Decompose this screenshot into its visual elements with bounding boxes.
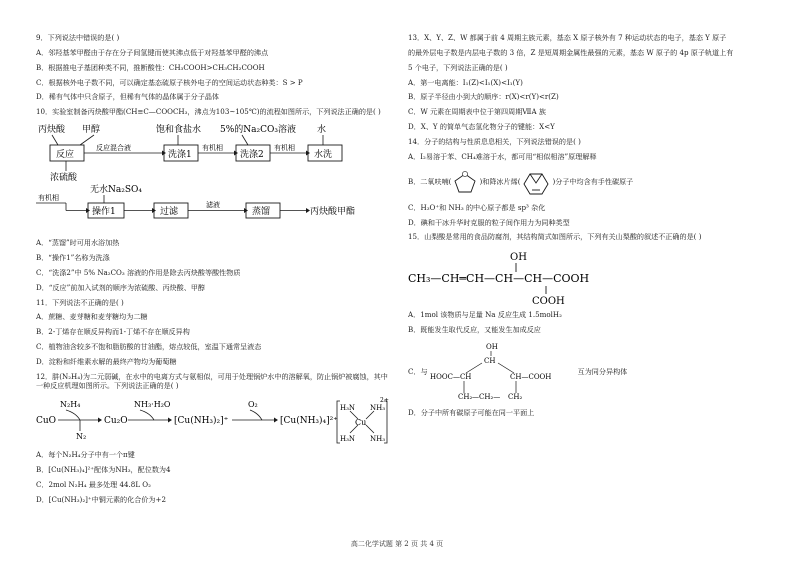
step-wash1: 洗涤1 xyxy=(168,150,192,161)
question-11-stem: 11．下列说法不正确的是( ) xyxy=(36,298,124,307)
question-9-stem: 9．下列说法中错误的是( ) xyxy=(36,34,120,42)
question-13 xyxy=(408,34,764,132)
question-14-option-b xyxy=(408,168,764,198)
question-13-stem-line1: 13．X、Y、Z、W 都属于前 4 周期主族元素，基态 X 原子核外有 7 种运动状态的电子，基态 Y 原子 xyxy=(408,34,727,42)
row2-organic-phase: 有机相 xyxy=(38,194,59,203)
question-13-option-c: C．W 元素在周期表中位于第四周期ⅦA 族 xyxy=(408,108,546,117)
scheme-cu2o: Cu₂O xyxy=(104,415,128,426)
question-9-option-a: A．邻羟基苯甲醛由于存在分子间氢键而使其沸点低于对羟基苯甲醛的沸点 xyxy=(36,48,269,57)
scheme-o2: O₂ xyxy=(248,399,258,409)
option-c-prefix: C．与 xyxy=(408,367,428,377)
ring-bottom-right: CH₂ xyxy=(507,392,522,401)
scheme-cu-nh3-2: [Cu(NH₃)₂]⁺ xyxy=(174,415,229,426)
complex-center-cu: Cu xyxy=(355,417,367,427)
product-methyl-propiolate: 丙炔酸甲酯 xyxy=(310,207,356,218)
complex-ligand-tr: NH₃ xyxy=(370,403,386,412)
structure-cooh-branch: COOH xyxy=(532,296,565,308)
step-operation1: 操作1 xyxy=(92,207,116,218)
question-14-option-c: C．H₃O⁺和 NH₃ 的中心原子都是 sp³ 杂化 xyxy=(408,203,546,212)
question-13-stem-line2: 的最外层电子数是内层电子数的 3 倍，Z 是短周期金属性最强的元素，基态 W 原子的 4p 原子轨道上有 xyxy=(408,48,734,57)
question-12-option-b: B．[Cu(NH₃)₄]²⁺配体为NH₃，配位数为4 xyxy=(36,466,171,475)
norbornene-structure xyxy=(520,168,552,198)
structure-oh: OH xyxy=(510,252,527,264)
question-14-option-d: D．碘和干冰升华时克服的粒子间作用力为同种类型 xyxy=(408,218,570,227)
isomer-ring-structure xyxy=(428,341,578,405)
reagent-na2co3: 5%的Na₂CO₃溶液 xyxy=(220,125,296,136)
question-10-stem: 10．实验室制备丙炔酸甲酯(CH≡C—COOCH₃，沸点为103~105℃)的流程如图所示，下列说法正确的是( ) xyxy=(36,108,381,117)
question-11-option-d: D．淀粉和纤维素水解的最终产物均为葡萄糖 xyxy=(36,358,177,367)
question-12 xyxy=(36,373,392,505)
step-reaction: 反应 xyxy=(56,150,75,161)
question-11-option-a: A．蔗糖、麦芽糖和麦芽糖均为二糖 xyxy=(36,313,148,322)
question-10-option-c: C．“洗涤2”中 5% Na₂CO₃ 溶液的作用是除去丙炔酸等酸性物质 xyxy=(36,268,241,277)
option-c-suffix: 互为同分异构体 xyxy=(577,367,628,377)
dioxolane-ring-structure xyxy=(451,170,479,196)
question-10 xyxy=(36,108,392,292)
question-15-stem: 15．山梨酸是常用的食品防腐剂，其结构简式如图所示，下列有关山梨酸的叙述不正确的是( ) xyxy=(408,233,702,242)
question-9 xyxy=(36,34,392,102)
question-10-option-b: B．“操作1”名称为洗涤 xyxy=(36,254,110,263)
step-distillation: 蒸馏 xyxy=(252,207,271,218)
reagent-methanol: 甲醇 xyxy=(82,125,101,136)
question-13-option-b: B．原子半径由小到大的顺序：r(X)<r(Y)<r(Z) xyxy=(408,93,559,102)
arrow-label-mixture: 反应混合液 xyxy=(96,144,131,153)
question-12-option-c: C．2mol N₂H₄ 最多处理 44.8L O₂ xyxy=(36,481,151,490)
complex-charge: 2+ xyxy=(380,396,389,404)
step-wash2: 洗涤2 xyxy=(240,150,264,161)
reagent-water: 水 xyxy=(317,125,327,136)
question-10-flowchart xyxy=(36,123,392,235)
question-12-option-d: D．[Cu(NH₃)₂]⁺中铜元素的化合价为+2 xyxy=(36,496,166,505)
reagent-brine: 饱和食盐水 xyxy=(156,125,202,136)
ring-ch-top: CH xyxy=(483,356,496,365)
question-15-option-d: D．分子中所有碳原子可能在同一平面上 xyxy=(408,408,535,417)
scheme-cuo: CuO xyxy=(36,415,57,426)
sorbic-acid-structure xyxy=(408,248,764,308)
question-9-option-b: B．根据推电子基团种类不同，推断酸性：CH₃COOH>CH₃CH₂COOH xyxy=(36,63,265,72)
complex-ligand-br: NH₃ xyxy=(370,434,386,443)
scheme-nh3h2o: NH₃·H₂O xyxy=(134,399,171,409)
question-14-stem: 14．分子的结构与性质息息相关，下列说法错误的是( ) xyxy=(408,138,581,147)
question-15-option-b: B．既能发生取代反应，又能发生加成反应 xyxy=(408,326,541,335)
question-9-option-d: D．稀有气体中只含原子，但稀有气体的晶体属于分子晶体 xyxy=(36,93,220,102)
scheme-cu-nh3-4: [Cu(NH₃)₄]²⁺ xyxy=(280,415,339,426)
complex-ligand-bl: H₃N xyxy=(340,434,356,443)
question-10-option-d: D．“反应”前加入试剂的顺序为浓硫酸、丙炔酸、甲醇 xyxy=(36,283,206,292)
option-b-middle: )和降冰片烯( xyxy=(479,177,521,187)
scheme-n2h4: N₂H₄ xyxy=(60,399,81,409)
page-footer: 高二化学试题 第 2 页 共 4 页 xyxy=(350,540,444,548)
option-b-prefix: B．二氧呋喃( xyxy=(408,177,452,187)
reagent-anhydrous-na2so4: 无水Na₂SO₄ xyxy=(90,185,143,196)
question-14 xyxy=(408,138,764,227)
right-column xyxy=(408,34,764,424)
question-14-option-a: A．I₂易溶于苯、CH₄难溶于水，都可用“相似相溶”原理解释 xyxy=(408,152,597,161)
question-11-option-b: B．2-丁烯存在顺反异构而1-丁烯不存在顺反异构 xyxy=(36,328,190,337)
step-filtration: 过滤 xyxy=(160,207,179,218)
ring-oh: OH xyxy=(485,342,498,351)
question-9-option-c: C．根据核外电子数不同，可以确定基态硫原子核外电子的空间运动状态种类：S > P xyxy=(36,78,303,87)
question-11-option-c: C．植物油含较多不饱和脂肪酸的甘油酯，熔点较低，室温下通常呈液态 xyxy=(36,343,262,352)
ring-bottom-middle: —CH₂— xyxy=(471,392,500,401)
ring-left: HOOC—CH xyxy=(429,372,472,381)
question-12-scheme xyxy=(36,397,392,449)
ring-bottom-left: CH₂ xyxy=(457,392,472,401)
question-13-option-a: A．第一电离能：I₁(Z)<I₁(X)<I₁(Y) xyxy=(408,78,523,87)
question-12-stem: 12．肼(N₂H₄)为二元弱碱，在水中的电离方式与氨相似，可用于处理锅炉水中的溶解氧，防止锅炉被腐蚀，其中一种反应机理如图所示。下列说法正确的是( ) xyxy=(36,371,388,390)
complex-ligand-tl: H₃N xyxy=(340,403,356,412)
question-15-option-c xyxy=(408,341,764,405)
question-11 xyxy=(36,299,392,367)
question-15 xyxy=(408,233,764,417)
reagent-propiolic-acid: 丙炔酸 xyxy=(38,125,66,136)
scheme-n2: N₂ xyxy=(76,431,87,441)
question-15-option-a: A．1mol 该物质与足量 Na 反应生成 1.5molH₂ xyxy=(408,311,562,320)
structure-main-chain: CH₃—CH═CH—CH—CH—COOH xyxy=(408,272,590,286)
reagent-conc-h2so4: 浓硫酸 xyxy=(50,173,78,184)
question-13-stem-line3: 5 个电子，下列说法正确的是( ) xyxy=(408,63,508,72)
left-column xyxy=(36,34,392,511)
arrow-label-organic2: 有机相 xyxy=(274,144,295,153)
arrow-label-organic1: 有机相 xyxy=(202,144,223,153)
question-13-option-d: D．X、Y 的简单气态氢化物分子的键能：X<Y xyxy=(408,123,555,132)
step-water-wash: 水洗 xyxy=(314,150,333,161)
option-b-suffix: )分子中均含有手性碳原子 xyxy=(552,177,634,187)
arrow-label-filtrate: 滤液 xyxy=(206,201,220,210)
question-12-option-a: A．每个N₂H₄分子中有一个π键 xyxy=(36,451,135,460)
question-10-option-a: A．“蒸馏”时可用水浴加热 xyxy=(36,239,120,248)
ring-right: CH—COOH xyxy=(509,372,552,381)
